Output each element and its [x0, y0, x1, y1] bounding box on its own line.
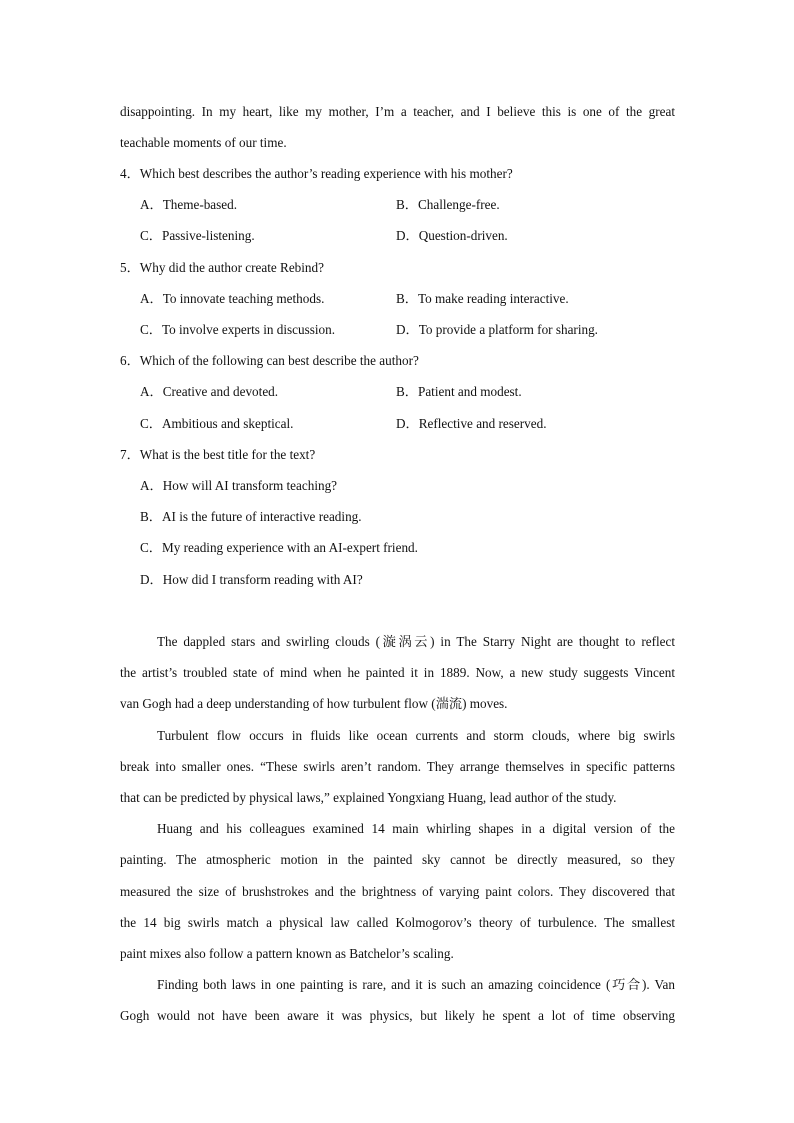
passage-b-line: that can be predicted by physical laws,” explained Yongxiang Huang, lead author of the study. — [120, 790, 617, 805]
passage-b-line: the 14 big swirls match a physical law called Kolmogorov’s theory of turbulence. The smallest — [120, 915, 675, 930]
passage-b-line: break into smaller ones. “These swirls aren’t random. They arrange themselves in specific patterns — [120, 759, 675, 774]
question-stem: 7．What is the best title for the text? — [120, 447, 316, 462]
answer-option[interactable]: A．To innovate teaching methods. — [140, 291, 325, 306]
question-stem: 5．Why did the author create Rebind? — [120, 260, 324, 275]
passage-b-line: painting. The atmospheric motion in the painted sky cannot be directly measured, so they — [120, 852, 675, 867]
passage-b-line: Finding both laws in one painting is rare, and it is such an amazing coincidence (巧合). Van — [157, 977, 675, 992]
passage-b-line: Turbulent flow occurs in fluids like ocean currents and storm clouds, where big swirls — [157, 728, 675, 743]
answer-option[interactable]: C．My reading experience with an AI-expert friend. — [140, 540, 418, 555]
passage-b-line: Huang and his colleagues examined 14 main whirling shapes in a digital version of the — [157, 821, 675, 836]
passage-b-line: Gogh would not have been aware it was physics, but likely he spent a lot of time observing — [120, 1008, 675, 1023]
passage-b-line: The dappled stars and swirling clouds (漩涡云) in The Starry Night are thought to reflect — [157, 634, 675, 649]
answer-option[interactable]: A．How will AI transform teaching? — [140, 478, 338, 493]
answer-option[interactable]: A．Theme-based. — [140, 197, 238, 212]
answer-option[interactable]: C．Ambitious and skeptical. — [140, 416, 294, 431]
question-stem: 4．Which best describes the author’s reading experience with his mother? — [120, 166, 513, 181]
answer-option[interactable]: B．Challenge-free. — [396, 197, 500, 212]
answer-option[interactable]: A．Creative and devoted. — [140, 384, 279, 399]
question-stem: 6．Which of the following can best describe the author? — [120, 353, 419, 368]
answer-option[interactable]: C．Passive-listening. — [140, 228, 255, 243]
answer-option[interactable]: D．Question-driven. — [396, 228, 508, 243]
answer-option[interactable]: B．Patient and modest. — [396, 384, 522, 399]
answer-option[interactable]: D．How did I transform reading with AI? — [140, 572, 363, 587]
passage-b-line: the artist’s troubled state of mind when he painted it in 1889. Now, a new study suggests Vincent — [120, 665, 675, 680]
passage-a-line: disappointing. In my heart, like my mother, I’m a teacher, and I believe this is one of the great — [120, 104, 675, 119]
passage-b-line: van Gogh had a deep understanding of how turbulent flow (湍流) moves. — [120, 696, 508, 711]
passage-b-line: measured the size of brushstrokes and the brightness of varying paint colors. They discovered that — [120, 884, 675, 899]
answer-option[interactable]: D．To provide a platform for sharing. — [396, 322, 598, 337]
passage-a-line: teachable moments of our time. — [120, 135, 287, 150]
answer-option[interactable]: B．To make reading interactive. — [396, 291, 569, 306]
answer-option[interactable]: C．To involve experts in discussion. — [140, 322, 336, 337]
answer-option[interactable]: D．Reflective and reserved. — [396, 416, 547, 431]
passage-b-line: paint mixes also follow a pattern known as Batchelor’s scaling. — [120, 946, 454, 961]
answer-option[interactable]: B．AI is the future of interactive reading. — [140, 509, 362, 524]
